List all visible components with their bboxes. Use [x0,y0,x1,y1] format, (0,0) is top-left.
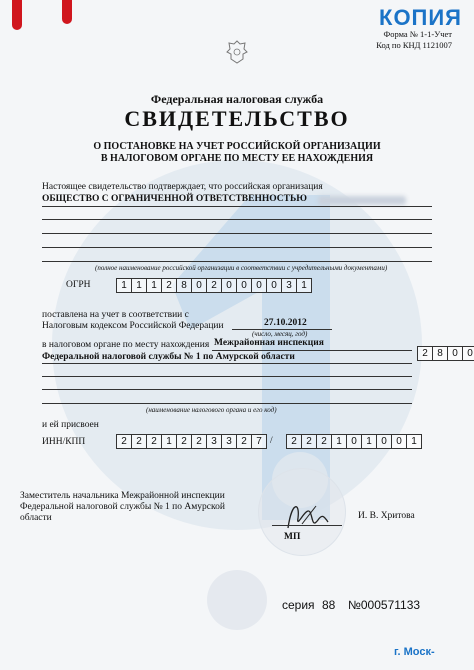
agency-name: Федеральная налоговая служба [150,92,324,106]
kpp-digit: 2 [316,434,332,449]
certificate-number: №000571133 [348,598,421,612]
ogrn-digit: 2 [161,278,177,293]
ogrn-digit: 0 [236,278,252,293]
office-code-digit: 2 [417,346,433,361]
subtitle-line-1: О ПОСТАНОВКЕ НА УЧЕТ РОССИЙСКОЙ ОРГАНИЗАЦИИ [93,141,381,152]
kpp-digit: 2 [301,434,317,449]
ogrn-digit: 3 [281,278,297,293]
inn-kpp-separator: / [270,436,273,446]
kpp-digit: 2 [286,434,302,449]
kpp-digit: 0 [346,434,362,449]
ogrn-digit: 0 [221,278,237,293]
ogrn-digit: 1 [146,278,162,293]
inn-kpp-label: ИНН/КПП [42,437,86,447]
rule [42,363,412,364]
rule [272,525,342,526]
rule [42,219,432,220]
handwritten-signature [282,496,332,536]
inn-digit: 2 [191,434,207,449]
series-label: серия [282,598,315,612]
tax-office-line-1: Межрайонная инспекция [214,338,324,348]
knd-code: Код по КНД 1121007 [376,40,452,50]
signer-position-line-1: Заместитель начальника Межрайонной инспекции [20,491,225,501]
office-code-digit: 8 [432,346,448,361]
date-caption: (число, месяц, год) [252,330,308,338]
rule [42,261,432,262]
inn-digit: 2 [131,434,147,449]
signer-name: И. В. Хритова [358,511,415,521]
redacted-name [318,196,406,205]
ogrn-digits [116,278,311,293]
city-stamp: г. Моск- [394,646,435,658]
assigned-text: и ей присвоен [42,420,99,430]
inn-digit: 3 [221,434,237,449]
copy-stamp: КОПИЯ [379,5,462,30]
ogrn-digit: 0 [266,278,282,293]
inn-digit: 2 [116,434,132,449]
ogrn-digit: 0 [191,278,207,293]
registered-line-2: Налоговым кодексом Российской Федерации [42,321,224,331]
inn-digit: 2 [176,434,192,449]
office-code-digit: 0 [462,346,474,361]
ogrn-digit: 8 [176,278,192,293]
registration-date: 27.10.2012 [264,318,307,328]
rule [42,376,412,377]
kpp-digits [286,434,421,449]
office-caption: (наименование налогового органа и его код) [146,406,277,414]
kpp-digit: 0 [391,434,407,449]
seal-mark: МП [284,532,301,542]
ogrn-digit: 1 [296,278,312,293]
signer-position-line-2: Федеральной налоговой службы № 1 по Амурской [20,502,225,512]
emblem-icon [226,40,248,64]
series-value: 88 [322,598,336,612]
inn-digit: 3 [206,434,222,449]
organization-name: ОБЩЕСТВО С ОГРАНИЧЕННОЙ ОТВЕТСТВЕННОСТЬЮ [42,194,307,204]
ogrn-digit: 1 [131,278,147,293]
office-code-digits [417,346,474,361]
inn-digit: 2 [146,434,162,449]
kpp-digit: 0 [376,434,392,449]
inn-digits [116,434,266,449]
intro-text: Настоящее свидетельство подтверждает, что российская организация [42,182,323,192]
bookmark-right-icon [62,0,72,24]
inn-digit: 2 [236,434,252,449]
ogrn-label: ОГРН [66,280,91,290]
signer-position-line-3: области [20,513,52,523]
tax-office-prefix: в налоговом органе по месту нахождения [42,340,210,350]
ogrn-digit: 1 [116,278,132,293]
inn-digit: 1 [161,434,177,449]
rule [42,389,412,390]
ogrn-digit: 2 [206,278,222,293]
rule [42,233,432,234]
ogrn-digit: 0 [251,278,267,293]
kpp-digit: 1 [406,434,422,449]
registered-line-1: поставлена на учет в соответствии с [42,310,189,320]
inn-digit: 7 [251,434,267,449]
organization-caption: (полное наименование российской организации в соответствии с учредительными документами) [95,264,388,272]
document-title: СВИДЕТЕЛЬСТВО [124,106,350,131]
rule [42,403,412,404]
rule [42,247,432,248]
kpp-digit: 1 [331,434,347,449]
tax-office-line-2: Федеральной налоговой службы № 1 по Амурской области [42,352,295,362]
office-code-digit: 0 [447,346,463,361]
rule [42,206,432,207]
kpp-digit: 1 [361,434,377,449]
form-number: Форма № 1-1-Учет [383,29,452,39]
bookmark-left-icon [12,0,22,30]
rule [212,350,412,351]
subtitle-line-2: В НАЛОГОВОМ ОРГАНЕ ПО МЕСТУ ЕЕ НАХОЖДЕНИЯ [100,153,374,164]
